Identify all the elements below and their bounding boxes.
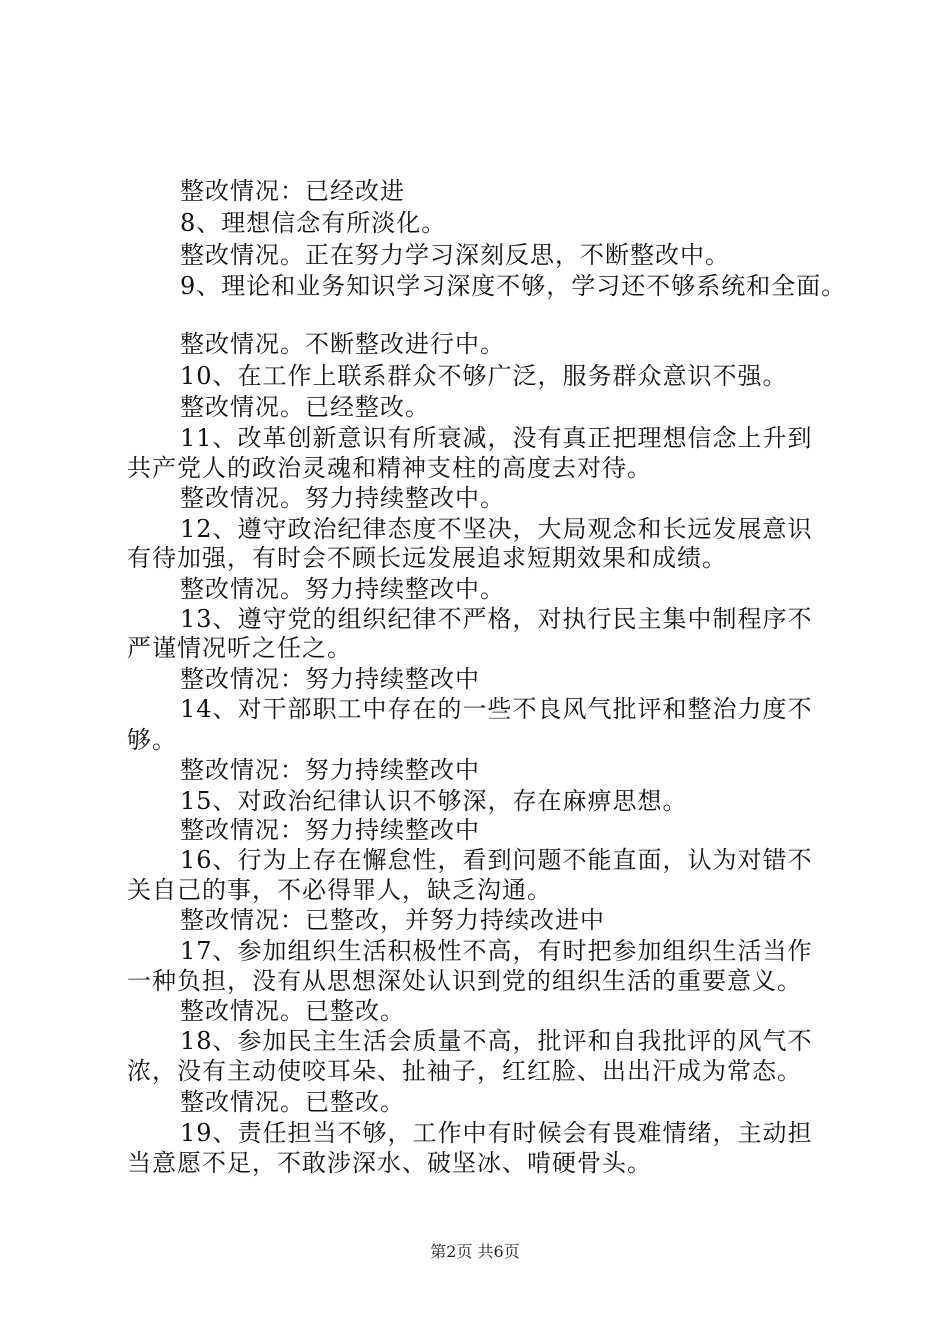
text-line: 11、改革创新意识有所衰减，没有真正把理想信念上升到 <box>180 424 813 452</box>
text-line: 浓，没有主动使咬耳朵、扯袖子，红红脸、出出汗成为常态。 <box>127 1057 802 1085</box>
text-line: 共产党人的政治灵魂和精神支柱的高度去对待。 <box>127 454 652 482</box>
text-line: 整改情况。努力持续整改中。 <box>180 484 505 512</box>
text-line: 整改情况。不断整改进行中。 <box>180 330 505 358</box>
text-line: 13、遵守党的组织纪律不严格，对执行民主集中制程序不 <box>180 605 813 633</box>
text-line: 10、在工作上联系群众不够广泛，服务群众意识不强。 <box>180 362 788 390</box>
text-line: 14、对干部职工中存在的一些不良风气批评和整治力度不 <box>180 695 813 723</box>
text-line: 整改情况：努力持续整改中 <box>180 756 480 784</box>
text-line: 当意愿不足，不敢涉深水、破坚冰、啃硬骨头。 <box>127 1149 652 1177</box>
text-line: 9、理论和业务知识学习深度不够，学习还不够系统和全面。 <box>180 272 847 300</box>
text-line: 关自己的事，不必得罪人，缺乏沟通。 <box>127 876 552 904</box>
text-line: 严谨情况听之任之。 <box>127 634 352 662</box>
page-footer: 第2页 共6页 <box>430 1242 520 1261</box>
text-line: 整改情况。已整改。 <box>180 1088 405 1116</box>
text-line: 17、参加组织生活积极性不高，有时把参加组织生活当作 <box>180 937 813 965</box>
text-line: 12、遵守政治纪律态度不坚决，大局观念和长远发展意识 <box>180 515 813 543</box>
text-line: 15、对政治纪律认识不够深，存在麻痹思想。 <box>180 787 688 815</box>
text-line: 整改情况：努力持续整改中 <box>180 816 480 844</box>
text-line: 有待加强，有时会不顾长远发展追求短期效果和成绩。 <box>127 544 727 572</box>
text-line: 8、理想信念有所淡化。 <box>180 209 447 237</box>
text-line: 一种负担，没有从思想深处认识到党的组织生活的重要意义。 <box>127 967 802 995</box>
text-line: 19、责任担当不够，工作中有时候会有畏难情绪，主动担 <box>180 1119 813 1147</box>
text-line: 整改情况：已经改进 <box>180 177 405 205</box>
text-line: 整改情况：努力持续整改中 <box>180 665 480 693</box>
text-line: 整改情况：已整改，并努力持续改进中 <box>180 906 605 934</box>
text-line: 整改情况。已经整改。 <box>180 393 430 421</box>
text-line: 整改情况。已整改。 <box>180 997 405 1025</box>
text-line: 整改情况。正在努力学习深刻反思，不断整改中。 <box>180 241 730 269</box>
text-line: 18、参加民主生活会质量不高，批评和自我批评的风气不 <box>180 1027 813 1055</box>
text-line: 够。 <box>127 726 177 754</box>
text-line: 整改情况。努力持续整改中。 <box>180 575 505 603</box>
text-line: 16、行为上存在懈怠性，看到问题不能直面，认为对错不 <box>180 846 813 874</box>
